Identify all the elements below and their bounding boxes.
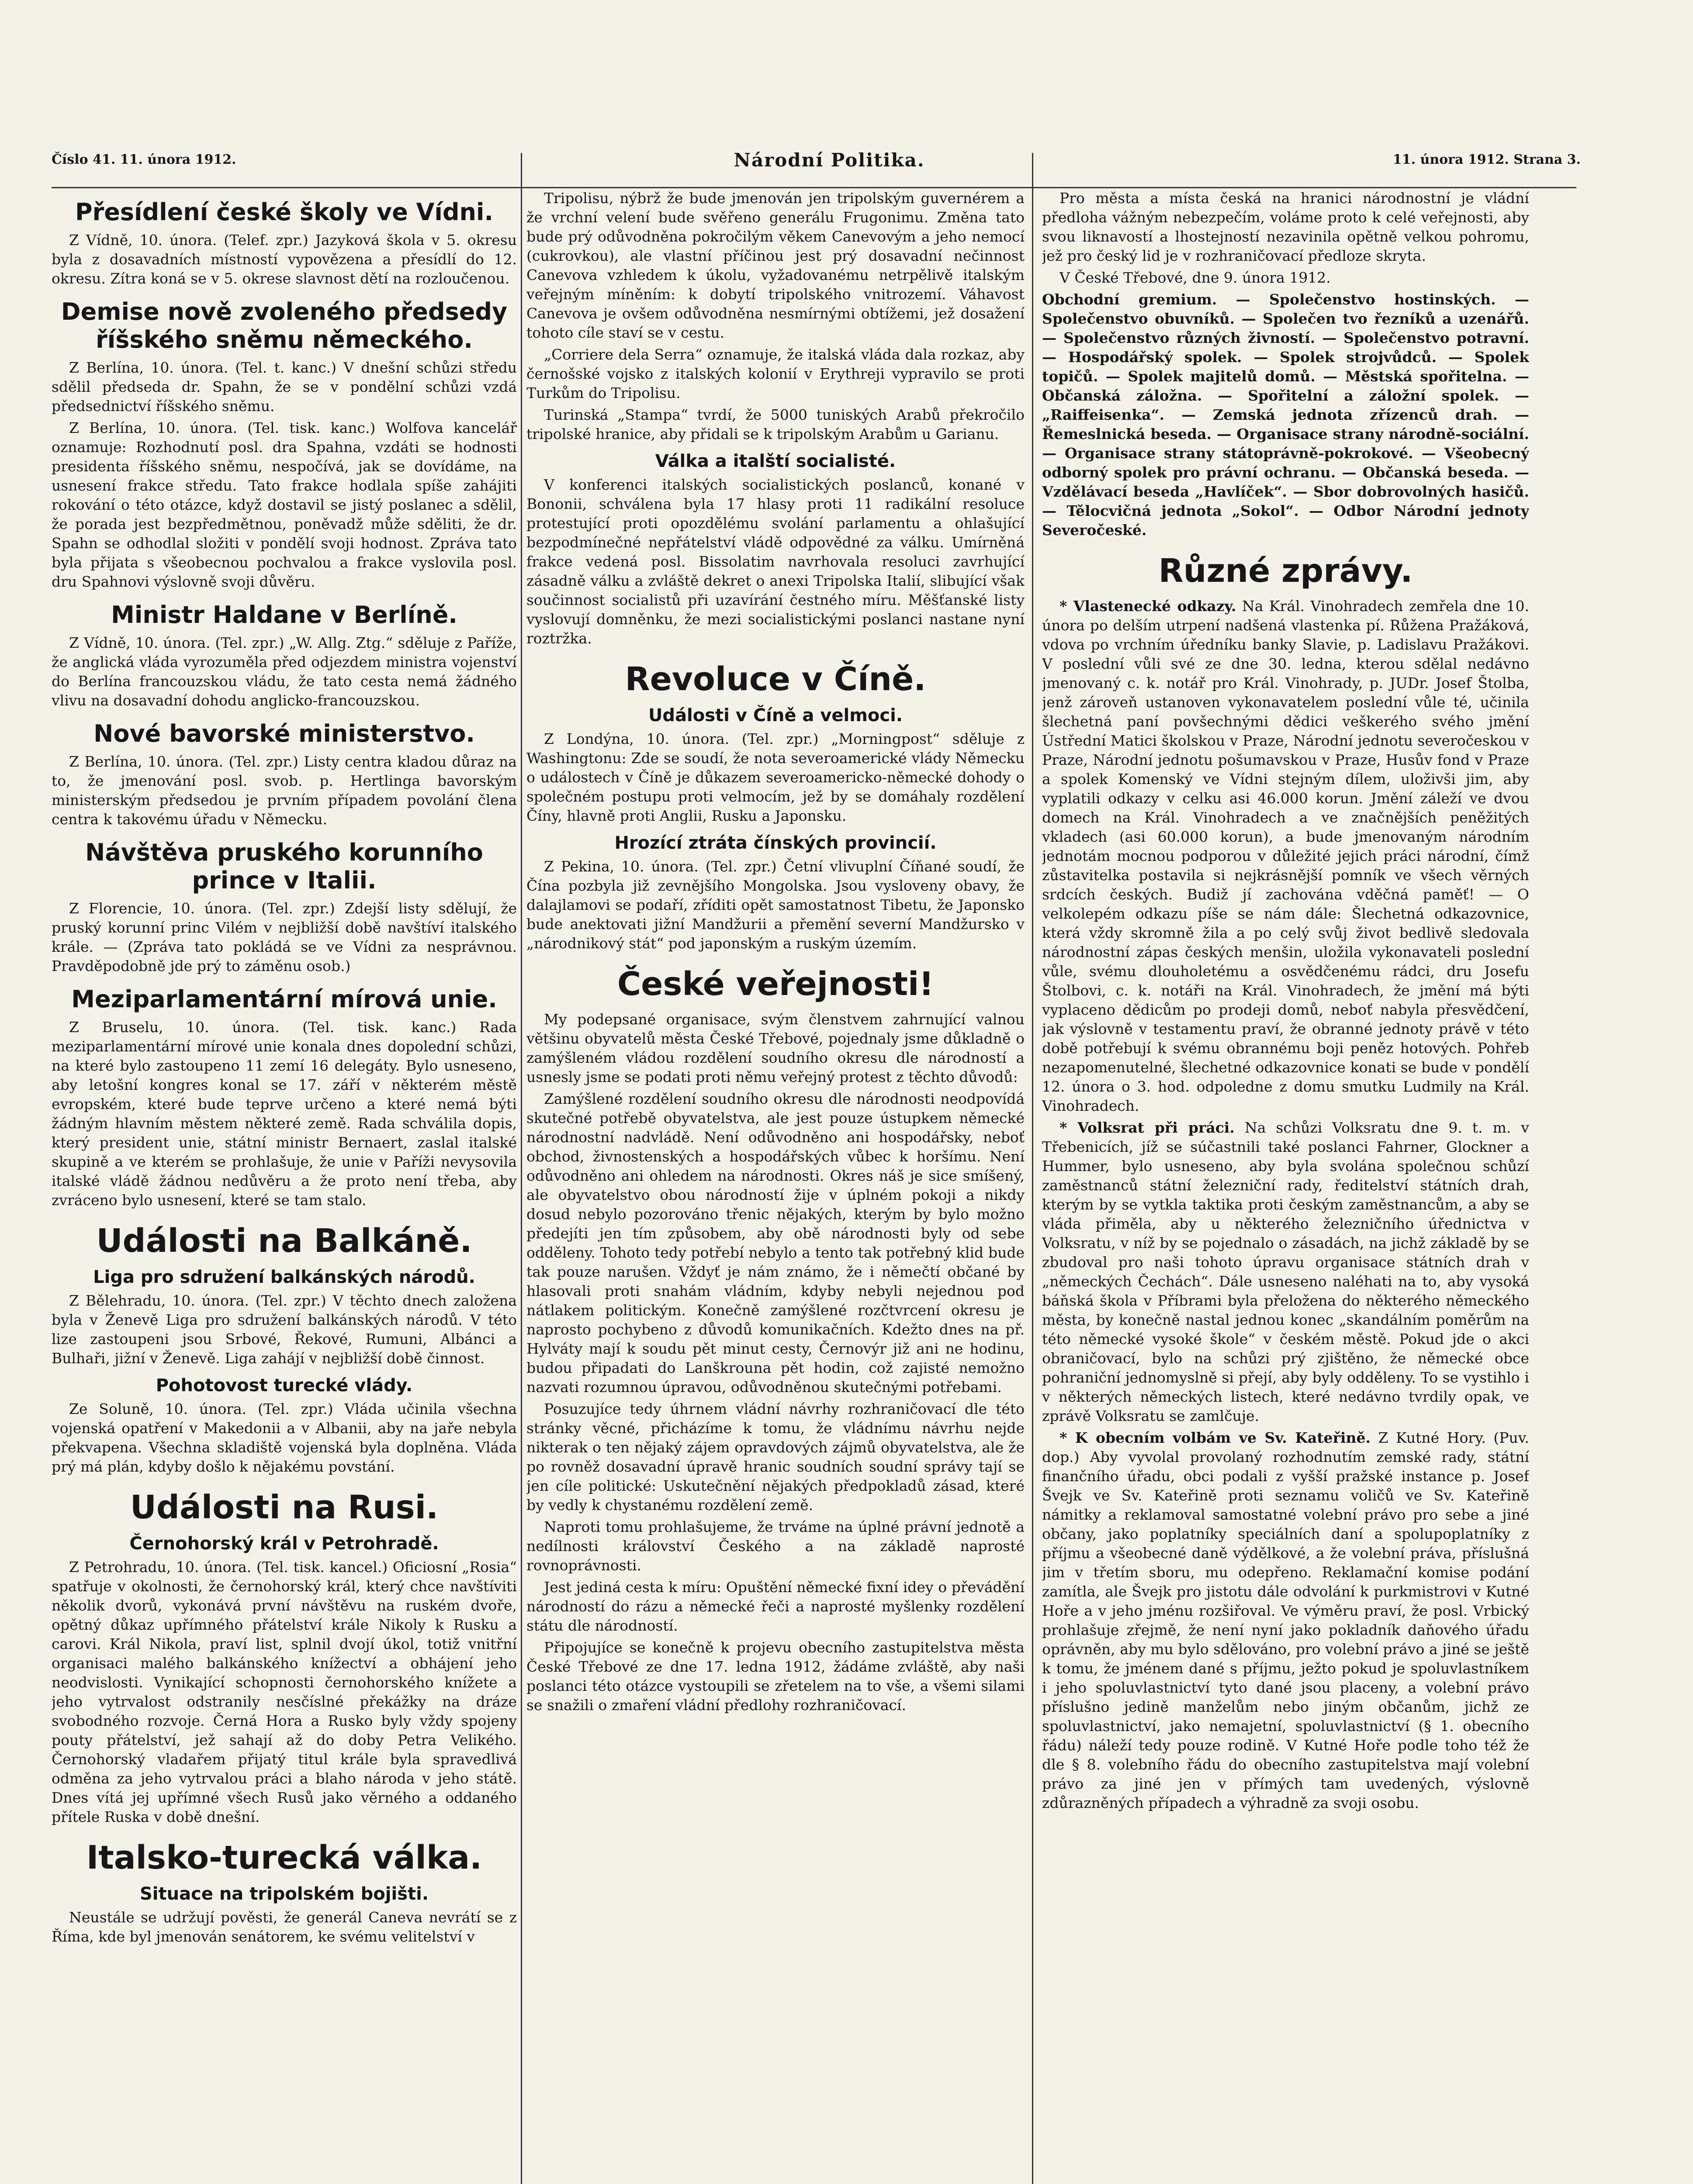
- news-text: Na schůzi Volksratu dne 9. t. m. v Třebenicích, jíž se súčastnili také poslanci Fahrner, Glockner a Hummer, bylo usneseno, aby byla svolána společnou schůzí zaměstnanců státní železniční rady, ředitelství státních drah, kterým by se vytkla taktika proti českým zaměstnancům, a aby se vláda přiměla, aby u některého železničního úřednictva v Volksratu, v níž by se pojednalo o zásadách, na jichž základě by se zbudoval pro naši tohoto úpravu organisace státních drah v „německých Čechách“. Dále usneseno naléhati na to, aby vysoká báňská škola v Příbrami byla přeložena do některého německého města, by konečně nastal jednou konec „skandálním poměrům na této německé vysoké škole“ v českém městě. Pokud jde o akci obraničovací, bylo na schůzi prý zjištěno, že německé obce pohraniční jednomyslně si přejí, aby byly odděleny. To se vystihlo i v některých německých listech, které nedávno tvrdily opak, ve zprávě Volksratu se zamlčuje.: [1042, 1119, 1529, 1424]
- news-item: [1042, 597, 1529, 1116]
- article-title: Demise nově zvoleného předsedy říšského sněmu německého.: [61, 298, 508, 353]
- article-paragraph: Naproti tomu prohlašujeme, že trváme na úplné právní jednotě a nedílnosti království Českého a na základě naprosté rovnoprávnosti.: [526, 1518, 1025, 1574]
- article-subtitle: Pohotovost turecké vlády.: [156, 1375, 413, 1396]
- article-paragraph: Z Vídně, 10. února. (Telef. zpr.) Jazyková škola v 5. okresu byla z dosavadních místností vypovězena a přesídlí do 12. okresu. Zítra koná se v 5. okrese slavnost dětí na rozloučenou.: [52, 232, 517, 287]
- article-paragraph: Posuzujíce tedy úhrnem vládní návrhy rozhraničovací dle této stránky věcné, přicházíme k tomu, že vládnímu návrhu nejde nikterak o ten nějaký zájem opravdových zájmů obyvatelstva, ale že po rovněž dosavadní úpravě hranic soudních soudní správy tají se jen cíle politické: Uskutečnění nějakých předpokladů zásad, které by vedly k chystanému rozdělení země.: [526, 1400, 1025, 1514]
- header-rule: [52, 187, 1576, 188]
- article-title: Meziparlamentární mírová unie.: [71, 985, 497, 1013]
- article-subtitle: Liga pro sdružení balkánských národů.: [93, 1267, 475, 1287]
- article-paragraph: Z Berlína, 10. února. (Tel. zpr.) Listy centra kladou důraz na to, že jmenování posl. svob. p. Hertlinga bavorským ministerským předsedou je prvním případem povolání člena centra k takovému úřadu v Německu.: [52, 753, 517, 828]
- column-rule-1: [521, 153, 522, 2184]
- article-subtitle: Události v Číně a velmoci.: [648, 705, 903, 726]
- section-title: Události na Balkáně.: [96, 1222, 472, 1260]
- news-label: * K obecním volbám ve Sv. Kateřině.: [1059, 1429, 1371, 1446]
- news-label: * Volksrat při práci.: [1059, 1119, 1235, 1136]
- article-paragraph: Z Londýna, 10. února. (Tel. zpr.) „Morningpost“ sděluje z Washingtonu: Zde se soudí, že nota severoamerické vlády Německu o událostech v Číně je důkazem severoamericko-německé dohody o společném postupu proti velmocím, jež by se domáhaly rozdělení Číny, hlavně proti Anglii, Rusku a Japonsku.: [526, 730, 1025, 824]
- article-title: Návštěva pruského korunního prince v Italii.: [85, 839, 483, 894]
- article-title: Ministr Haldane v Berlíně.: [111, 601, 457, 629]
- news-item: [1042, 1118, 1529, 1426]
- signatories: Obchodní gremium. — Společenstvo hostinských. — Společenstvo obuvníků. — Společen tvo řezníků a uzenářů. — Společenstvo různých živností. — Společenstvo potravní. — Hospodářský spolek. — Spolek strojvůdců. — Spolek topičů. — Spolek majitelů domů. — Městská spořitelna. — Občanská záložna. — Spořitelní a záložní spolek. — „Raiffeisenka“. — Zemská jednota zřízenců drah. — Řemeslnická beseda. — Organisace strany národně-sociální. — Organisace strany státoprávně-pokrokové. — Všeobecný odborný spolek pro právní ochranu. — Občanská beseda. — Vzdělávací beseda „Havlíček“. — Sbor dobrovolných hasičů. — Tělocvičná jednota „Sokol“. — Odbor Národní jednoty Severočeské.: [1042, 291, 1529, 539]
- article-paragraph: Z Florencie, 10. února. (Tel. zpr.) Zdejší listy sdělují, že pruský korunní princ Vilém v nejbližší době navštíví italského krále. — (Zpráva tato pokládá se ve Vídni za nesprávnou. Pravděpodobně jde prý to záměnu osob.): [52, 900, 517, 975]
- column-3: [1042, 189, 1529, 2184]
- article-paragraph: Z Pekina, 10. února. (Tel. zpr.) Četní vlivuplní Číňané soudí, že Čína pozbyla již zevnějšího Mongolska. Jsou vysloveny obavy, že dalajlamovi se podaří, zříditi opět samostatnost Tibetu, že Japonsko bude anektovati jižní Mandžurii a přemění severní Mandžursko v „národnikový stát“ pod japonským a ruským územím.: [526, 858, 1025, 952]
- article-subtitle: Situace na tripolském bojišti.: [139, 1884, 429, 1904]
- article-paragraph: V konferenci italských socialistických poslanců, konané v Bononii, schválena byla 17 hlasy proti 11 radikální resoluce protestující proti opozdělému svolání parlamentu a ohlašující bezpodmínečné nepřátelství vládě odpovědné za válku. Umírněná frakce vedená posl. Bissolatim navrhovala resoluci zavrhující zásadně válku a zvláště dekret o anexi Tripolska Italií, slibující však součinnost socialistů při uzavírání čestného míru. Měšťanské listy vyslovují domněnku, že mezi socialistickými poslanci nastane nyní roztržka.: [526, 476, 1025, 647]
- article-paragraph: Tripolisu, nýbrž že bude jmenován jen tripolským guvernérem a že vrchní velení bude svěřeno generálu Frugonimu. Změna tato bude prý odůvodněna pokročilým věkem Canevovým a jeho nemocí (cukrovkou), ale vlastní příčinou jest prý dosavadní nečinnost Canevova vzhledem k úkolu, vyžadovanému netrpělivě italským veřejným míněním: k dobytí tripolského vnitrozemí. Váhavost Canevova je ovšem odůvodněna nesmírnými obtížemi, jež dosažení tohoto cíle staví se v cestu.: [526, 190, 1025, 341]
- section-title: Různé zprávy.: [1158, 552, 1413, 590]
- article-paragraph: Jest jediná cesta k míru: Opuštění německé fixní idey o převádění národností do rázu a německé řeči a naprosté myšlenky rozdělení státu dle národností.: [526, 1579, 1025, 1634]
- article-paragraph: Pro města a místa česká na hranici národnostní je vládní předloha vážným nebezpečím, voláme proto k celé veřejnosti, aby svou liknavostí a lhostejností nezavinila opětně velkou pohromu, jež pro český lid je v rozhraničovací předloze skryta.: [1042, 190, 1529, 264]
- article-paragraph: Z Bruselu, 10. února. (Tel. tisk. kanc.) Rada meziparlamentární mírové unie konala dnes dopolední schůzi, na které bylo zastoupeno 11 zemí 16 delegáty. Bylo usneseno, aby letošní kongres konal se 17. září v některém městě evropském, které bude teprve určeno a které nemá býti žádným hlavním městem některé země. Rada schválila dopis, který president unie, státní ministr Bernaert, zaslal italské skupině a ve kterém se prohlašuje, že unie v Paříži nevysovila italské vládě žádnou nedůvěru a že proto není třeba, aby zvráceno bylo usnesení, které se tam stalo.: [52, 1019, 517, 1209]
- column-rule-2: [1032, 153, 1033, 2184]
- article-paragraph: V České Třebové, dne 9. února 1912.: [1059, 269, 1331, 286]
- article-paragraph: Z Berlína, 10. února. (Tel. tisk. kanc.) Wolfova kancelář oznamuje: Rozhodnutí posl. dra Spahna, vzdáti se hodnosti presidenta říšského sněmu, nespočívá, jak se dovídáme, na usnesení frakce středu. Tato frakce hodlala spíše zahájiti rokování o této otázce, když dostavil se jistý poslanec a sdělil, že porada jest bezpředmětnou, poněvadž může sděliti, že dr. Spahn se odhodlal složiti v pondělí svoji hodnost. Zpráva tato byla přijata s všeobecnou pochvalou a frakce vyslovila posl. dru Spahnovi výslovně svoji důvěru.: [52, 419, 517, 590]
- column-1: [52, 189, 517, 2184]
- article-paragraph: Z Berlína, 10. února. (Tel. t. kanc.) V dnešní schůzi středu sdělil předseda dr. Spahn, že se v pondělní schůzi vzdá předsednictví říšského sněmu.: [52, 359, 517, 415]
- article-title: Přesídlení české školy ve Vídni.: [75, 198, 493, 226]
- column-2: [526, 189, 1025, 2184]
- section-title: Události na Rusi.: [130, 1489, 439, 1526]
- article-paragraph: Z Petrohradu, 10. února. (Tel. tisk. kancel.) Oficiosní „Rosia“ spatřuje v okolnosti, že černohorský král, který chce navštíviti několik dvorů, vykonává první návštěvu na ruském dvoře, opětný důkaz upřímného přátelství krále Nikoly k Rusku a carovi. Král Nikola, praví list, splnil dvojí úkol, totiž vnitřní organisaci malého balkánského knížectví a obhájení jeho neodvislosti. Vynikající schopnosti černohorského knížete a jeho vytrvalost odstranily nesčíslné překážky na dráze svobodného rozvoje. Černá Hora a Rusko byly vždy spojeny pouty přátelství, jež sahají až do doby Petra Velikého. Černohorský vladařem přijatý titul krále byla spravedlivá odměna za jeho vytrvalou práci a blaho národa v jeho státě. Dnes vítá jej upřímné všech Rusů jako věrného a oddaného přítele Ruska v době dnešní.: [52, 1559, 517, 1825]
- date-page: 11. února 1912. Strana 3.: [1392, 152, 1581, 167]
- article-subtitle: Černohorský král v Petrohradě.: [129, 1534, 439, 1554]
- section-title: Revoluce v Číně.: [625, 660, 926, 698]
- article-paragraph: Z Vídně, 10. února. (Tel. zpr.) „W. Allg. Ztg.“ sděluje z Paříže, že anglická vláda vyrozuměla před odjezdem ministra vojenství do Berlína francouzskou vládu, že tato cesta nemá žádného vlivu na dosavadní dohodu anglicko-francouzskou.: [52, 634, 517, 709]
- article-subtitle: Válka a italští socialisté.: [655, 451, 896, 471]
- article-paragraph: Neustále se udržují pověsti, že generál Caneva nevrátí se z Říma, kde byl jmenován senátorem, ke svému velitelství v: [52, 1909, 517, 1945]
- article-paragraph: Zamýšlené rozdělení soudního okresu dle národnosti neodpovídá skutečné potřebě obyvatelstva, ale jest pouze ústupkem německé národnostní nadvládě. Není odůvodněno ani hospodářsky, neboť obchod, živnostenských a hospodářských vůbec k horšímu. Není odůvodněno ani ohledem na národnosti. Okres náš je sice smíšený, ale obyvatelstvo obou národností žije v úplném pokoji a nikdy dosud nebylo pozorováno třenic nějakých, kterým by bylo možno předejíti jen tím způsobem, aby obě národnosti byly od sebe odděleny. Tohoto tedy potřebí nebylo a tento tak potřebný klid bude tak pouze narušen. Vždyť je nám známo, že i němečtí občané by hlasovali proti snahám vládním, kdyby nebyli nejednou pod nátlakem politickým. Konečně zamýšlené rozčtvrcení okresu je naprosto pochybeno z důvodů komunikačních. Kdežto dnes na př. Hylváty mají k soudu pět minut cesty, Černovýr již ani ne hodinu, budou připadati do Lanškrouna pět hodin, což zajisté nemožno nazvati rozumnou úpravou, odůvodněnou skutečnými potřebami.: [526, 1090, 1025, 1396]
- masthead: Národní Politika.: [734, 149, 925, 171]
- article-paragraph: Připojujíce se konečně k projevu obecního zastupitelstva města České Třebové ze dne 17. ledna 1912, žádáme zvláště, aby naši poslanci této otázce vystoupili se zřetelem na to vše, a všemi silami se snažili o zmaření vládní předlohy rozhraničovací.: [526, 1639, 1025, 1714]
- news-label: * Vlastenecké odkazy.: [1059, 598, 1236, 615]
- article-subtitle: Hrozící ztráta čínských provincií.: [614, 833, 937, 853]
- article-paragraph: Z Bělehradu, 10. února. (Tel. zpr.) V těchto dnech založena byla v Ženevě Liga pro sdružení balkánských národů. V této lize zastoupeni jsou Srbové, Řekové, Rumuni, Albánci a Bulhaři, jižní v Ženevě. Liga zahájí v nejbližší době činnost.: [52, 1292, 517, 1367]
- section-title: České veřejnosti!: [617, 965, 934, 1003]
- news-text: Na Král. Vinohradech zemřela dne 10. února po delším utrpení nadšená vlastenka pí. Růžena Pražáková, vdova po vrchním úředníku banky Slavie, p. Ladislavu Pražákovi. V poslední vůli své ze dne 30. ledna, kterou sdělal nedávno jmenovaný c. k. notář pro Král. Vinohrady, p. JUDr. Josef Štolba, jenž zároveň ustanoven vykonavatelem poslední vůle té, učinila šlechetná paní povšechnými dědici veškerého svého jmění Ústřední Matici školskou v Praze, Národní jednotu severočeskou v Praze, Národní jednotu pošumavskou v Praze, Husův fond v Praze a spolek Komenský ve Vídni stejným dílem, uloživši jim, aby vyplatili odkazy v celku asi 46.000 korun. Jmění záleží ve dvou domech na Král. Vinohradech a ve značnějších peněžitých vkladech (asi 60.000 korun), a bude jmenovaným národním jednotám mocnou podporou v důležité jejich práci národní, čímž zůstavitelka postavila si nejkrásnější pomník ve všech věrných srdcích českých. Budiž jí zachována vděčná paměť! — O velkolepém odkazu píše se nám dále: Šlechetná odkazovnice, která vždy skromně žila a po celý svůj život bedlivě sledovala národnostní zápas českých menšin, uložila vykonavateli poslední vůle, svému dlouholetému a osvědčenému rádci, dru Josefu Štolbovi, c. k. notáři na Král. Vinohradech, že jmění má býti vyplaceno dědicům po prodeji domů, neboť nabyla přesvědčení, jak výslovně v testamentu praví, že obranné jednoty právě v této době potřebují k svému obrannému boji peněz hotových. Pohřeb nezapomenutelné, šlechetné odkazovnice konati se bude v pondělí 12. února o 3. hod. odpoledne z domu smutku Ludmily na Král. Vinohradech.: [1042, 598, 1529, 1114]
- article-paragraph: Turinská „Stampa“ tvrdí, že 5000 tuniských Arabů překročilo tripolské hranice, aby přidali se k tripolským Arabům u Garianu.: [526, 406, 1025, 442]
- article-paragraph: Ze Soluně, 10. února. (Tel. zpr.) Vláda učinila všechna vojenská opatření v Makedonii a v Albanii, aby na jaře nebyla překvapena. Všechna skladiště vojenská byla doplněna. Vláda prý má plán, kdyby došlo k nějakému povstání.: [52, 1400, 517, 1475]
- article-paragraph: „Corriere dela Serra“ oznamuje, že italská vláda dala rozkaz, aby černošské vojsko z italských kolonií v Erythreji vypravilo se proti Turkům do Tripolisu.: [526, 346, 1025, 401]
- page-header: [52, 149, 1581, 187]
- news-text: Z Kutné Hory. (Puv. dop.) Aby vyvolal provolaný rozhodnutím zemské rady, státní finančního úřadu, obci podali z vyšší pražské instance p. Josef Švejk ve Sv. Kateřině proti seznamu voličů ve Sv. Kateřině námitky a reklamoval samostatné volební právo pro sebe a jiné občany, jako poplatníky speciálních daní a spolupoplatníky z příjmu a všeobecné daně výdělkové, a že volební práva, příslušná jim v třetím sboru, mu odepřeno. Reklamační komise podání zamítla, ale Švejk pro jistotu dále odvolání k purkmistrovi v Kutné Hoře a v jeho jménu rozšiřoval. Ve výměru praví, že posl. Vrbický prohlašuje zřejmě, že není nyní jako pokladník daňového úřadu oprávněn, aby mu bylo sdělováno, pro volební právo a jiné se ještě k tomu, že jménem dané s příjmu, ježto pokud je spoluvlastníkem i jeho spoluvlastnictví tyto dané jsou placeny, a volební právo příslušno jedině manželům nebo jiným občanům, jichž ze spoluvlastnictví, jako nemajetní, spoluvlastnictví (§ 1. obecního řádu) náleží tedy pouze rodině. V Kutné Hoře podle toho též že dle § 8. volebního řádu do obecního zastupitelstva mají volební právo za jiné jen v přímých tam uvedených, výslovně zdůrazněných případech a výhradně za svoji osobu.: [1042, 1429, 1529, 1811]
- article-paragraph: My podepsané organisace, svým členstvem zahrnující valnou většinu obyvatelů města České Třebové, pojednaly jsme důkladně o zamýšleném vládou rozdělení soudního okresu dle národností a usnesly jsme se podati proti němu veřejný protest z těchto důvodů:: [526, 1011, 1025, 1085]
- section-title: Italsko-turecká válka.: [86, 1839, 482, 1876]
- news-item: [1042, 1428, 1529, 1813]
- issue-number: Číslo 41. 11. února 1912.: [52, 152, 236, 167]
- article-title: Nové bavorské ministerstvo.: [93, 720, 475, 747]
